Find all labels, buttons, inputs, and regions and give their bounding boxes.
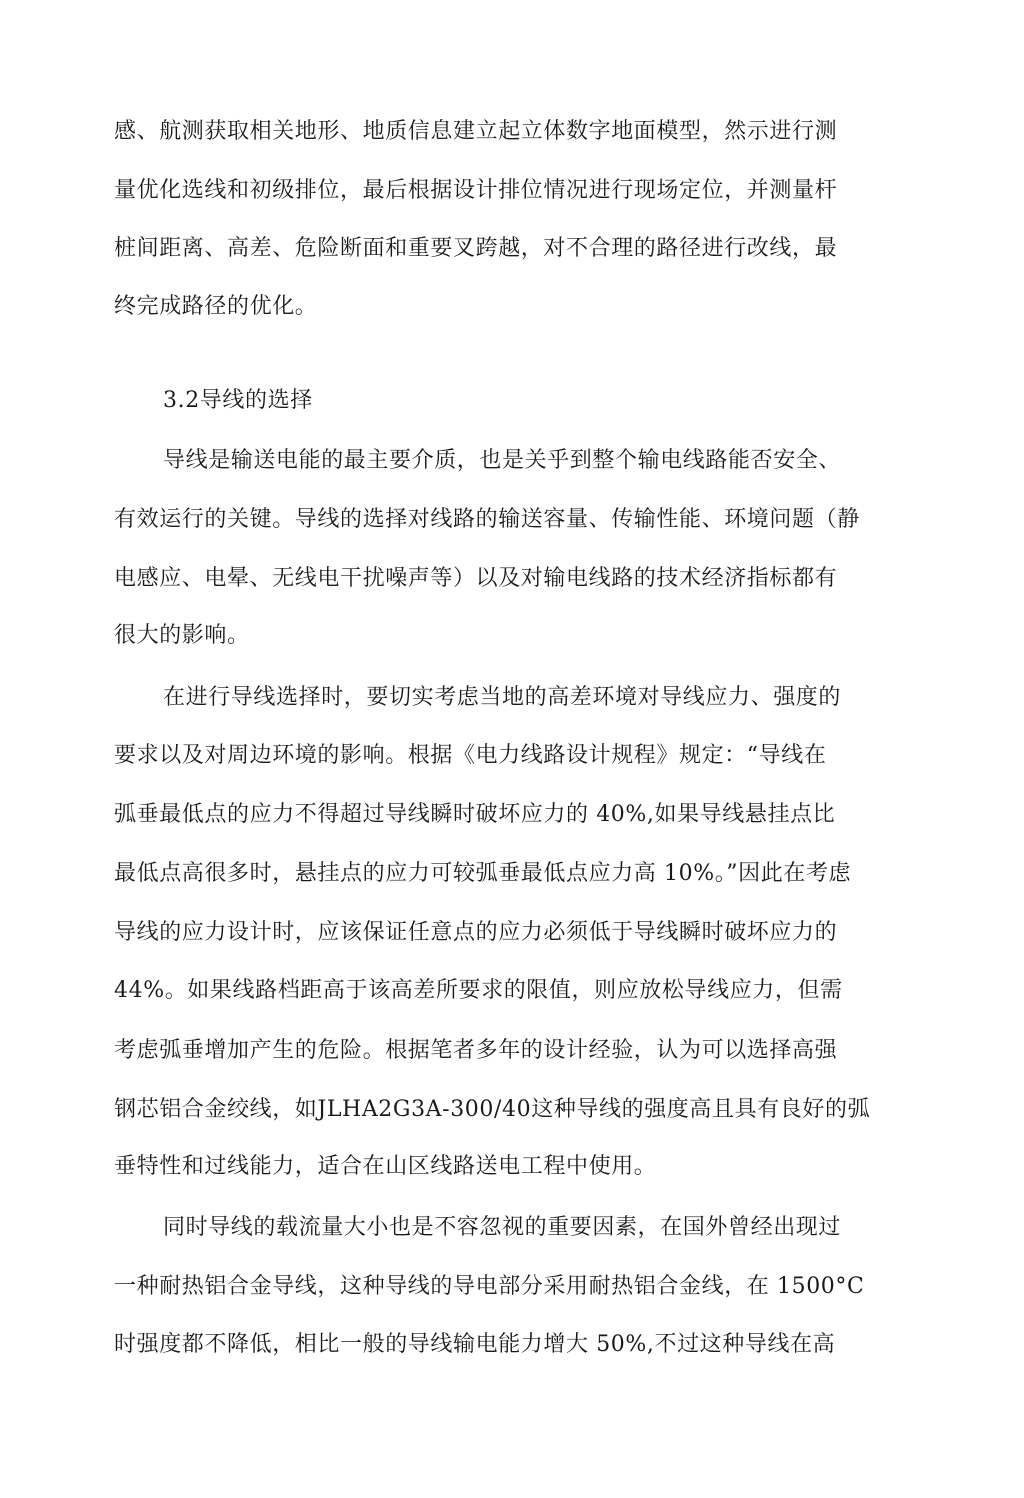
text-line: 终完成路径的优化。	[114, 294, 318, 319]
section-heading: 3.2导线的选择	[163, 388, 313, 413]
text-line: 时强度都不降低，相比一般的导线输电能力增大 50%,不过这种导线在高	[114, 1332, 836, 1357]
text-line: 很大的影响。	[114, 623, 250, 648]
text-line: 量优化选线和初级排位，最后根据设计排位情况进行现场定位，并测量杆	[114, 178, 838, 203]
text-line: 考虑弧垂增加产生的危险。根据笔者多年的设计经验，认为可以选择高强	[114, 1038, 838, 1063]
text-line: 导线是输送电能的最主要介质，也是关乎到整个输电线路能否安全、	[163, 448, 842, 473]
text-line: 导线的应力设计时，应该保证任意点的应力必须低于导线瞬时破坏应力的	[114, 920, 838, 945]
text-line: 有效运行的关键。导线的选择对线路的输送容量、传输性能、环境问题（静	[114, 507, 860, 532]
text-line: 桩间距离、高差、危险断面和重要叉跨越，对不合理的路径进行改线，最	[114, 236, 838, 261]
text-line: 感、航测获取相关地形、地质信息建立起立体数字地面模型，然示进行测	[114, 119, 838, 144]
text-line: 44%。如果线路档距高于该高差所要求的限值，则应放松导线应力，但需	[114, 978, 843, 1003]
text-line: 钢芯铝合金绞线，如JLHA2G3A-300/40这种导线的强度高且具有良好的弧	[114, 1097, 871, 1122]
text-line: 一种耐热铝合金导线，这种导线的导电部分采用耐热铝合金线，在 1500°C	[114, 1274, 865, 1299]
text-line: 电感应、电晕、无线电干扰噪声等）以及对输电线路的技术经济指标都有	[114, 566, 838, 591]
text-line: 要求以及对周边环境的影响。根据《电力线路设计规程》规定：“导线在	[114, 743, 827, 768]
text-line: 弧垂最低点的应力不得超过导线瞬时破坏应力的 40%,如果导线悬挂点比	[114, 802, 836, 827]
text-line: 同时导线的载流量大小也是不容忽视的重要因素，在国外曾经出现过	[163, 1215, 842, 1240]
text-line: 垂特性和过线能力，适合在山区线路送电工程中使用。	[114, 1154, 657, 1179]
text-line: 在进行导线选择时，要切实考虑当地的高差环境对导线应力、强度的	[163, 685, 842, 710]
text-line: 最低点高很多时，悬挂点的应力可较弧垂最低点应力高 10%。”因此在考虑	[114, 861, 852, 886]
